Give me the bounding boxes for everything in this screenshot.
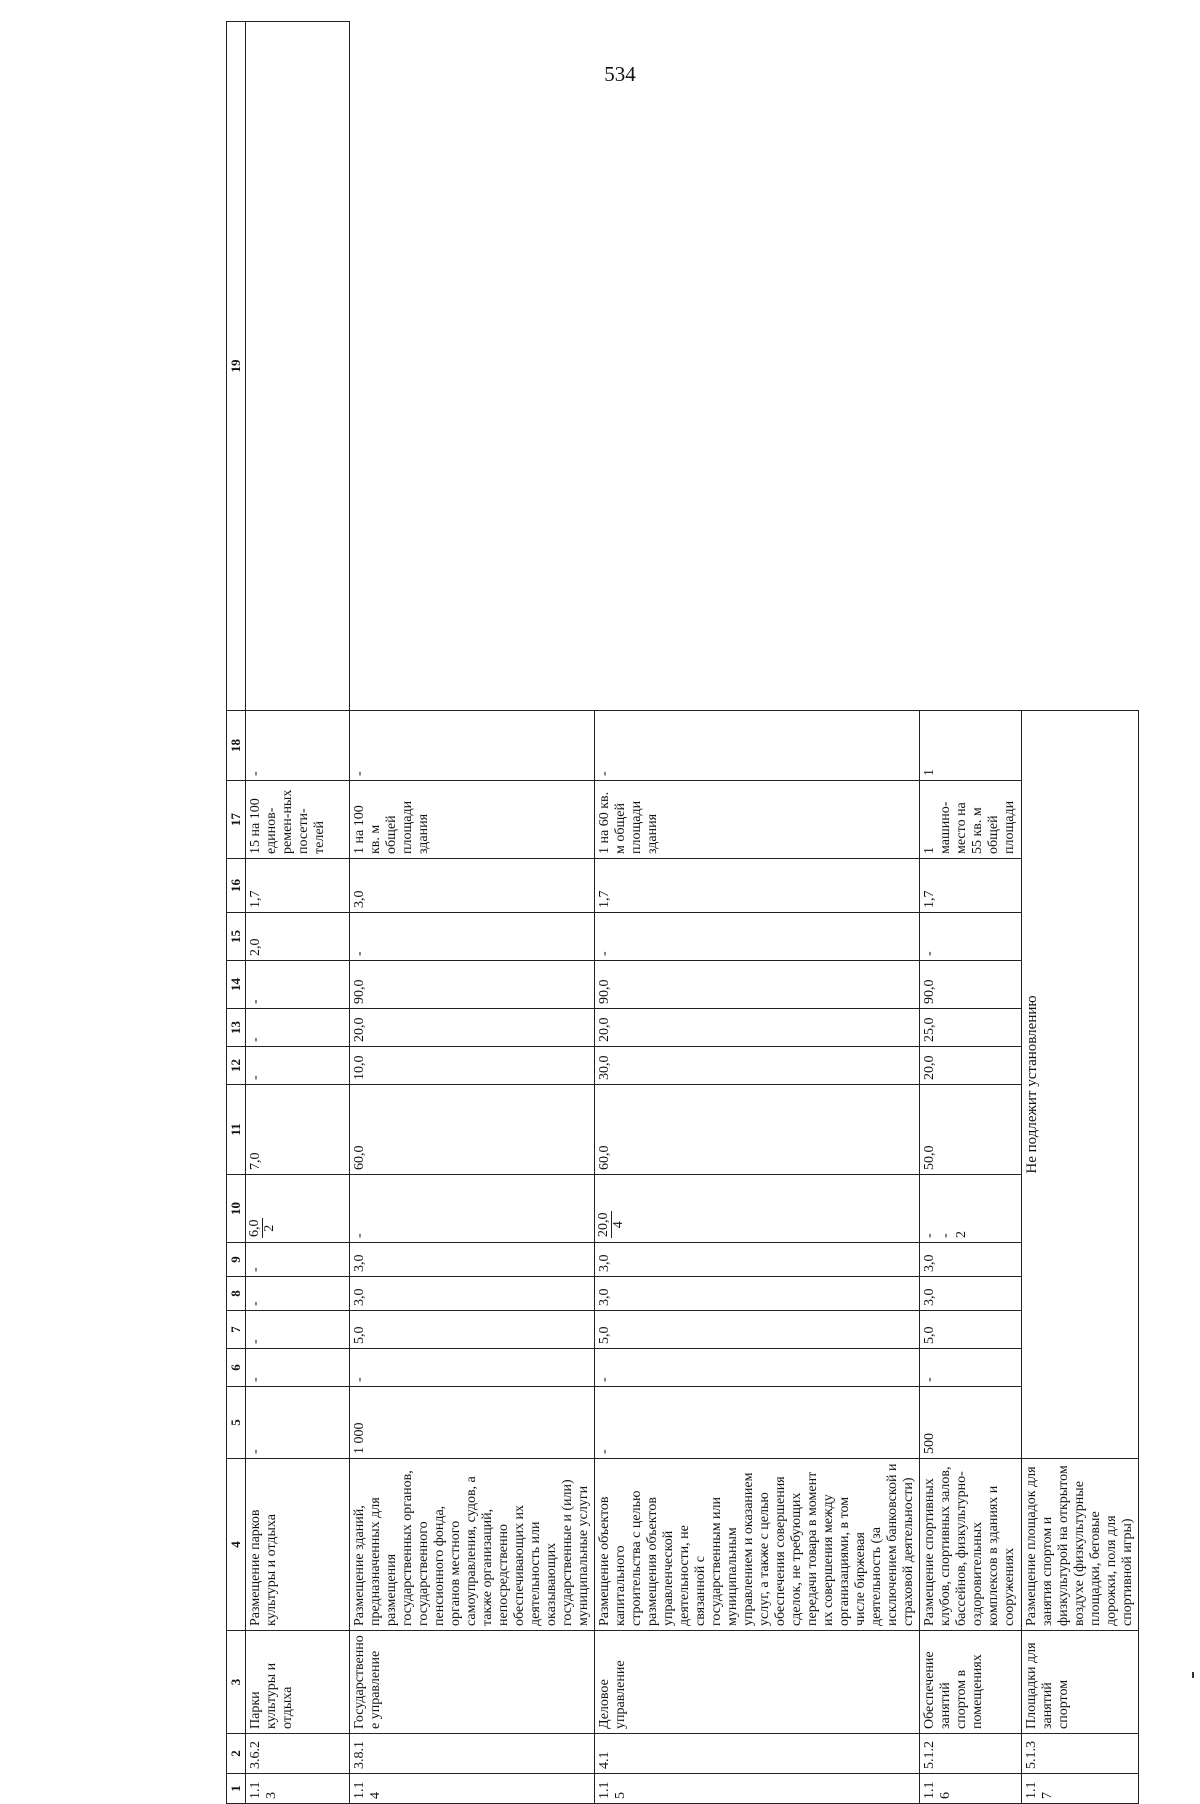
table-row	[246, 22, 350, 1804]
cell-empty	[595, 22, 920, 711]
cell-value: 3,0	[920, 1243, 1022, 1277]
cell-parking: 1 на 60 кв. м общей площади здания	[595, 781, 920, 859]
fraction-numerator: 6,0	[247, 1219, 262, 1237]
cell-value: 5,0	[350, 1311, 595, 1349]
col-header: 1	[227, 1774, 246, 1804]
stacked-line: -	[938, 1233, 953, 1238]
cell-value: -	[595, 1387, 920, 1459]
cell-value: -	[246, 1243, 350, 1277]
col-header: 9	[227, 1243, 246, 1277]
cell-empty	[920, 22, 1022, 711]
cell-number: 1.14	[350, 1774, 595, 1804]
cell-number: 1.15	[595, 1774, 920, 1804]
cell-value: 20,0	[920, 1047, 1022, 1085]
cell-value: -	[246, 1349, 350, 1387]
col-header: 7	[227, 1311, 246, 1349]
cell-value: -	[920, 913, 1022, 961]
cell-value: 1 000	[350, 1387, 595, 1459]
fraction-denominator: 4	[611, 1221, 626, 1229]
fraction-numerator: 20,0	[596, 1212, 611, 1237]
col-header: 18	[227, 711, 246, 781]
cell-value: 5,0	[595, 1311, 920, 1349]
cell-fraction	[246, 1175, 350, 1243]
scan-mark	[1192, 1672, 1194, 1678]
cell-number: 1.17	[1022, 1774, 1139, 1804]
cell-use-name: Обеспечение занятий спортом в помещениях	[920, 1631, 1022, 1734]
cell-not-applicable: Не подлежит установлению	[1022, 711, 1139, 1459]
stacked-line: машино-место на 55 кв. м общей площади	[938, 800, 1017, 854]
table-row	[1022, 22, 1139, 1804]
cell-use-name: Парки культуры и отдыха	[246, 1631, 350, 1734]
fraction	[597, 1212, 626, 1239]
table-row	[920, 22, 1022, 1804]
cell-value: 3,0	[350, 859, 595, 913]
cell-use-name: Государственное управление	[350, 1631, 595, 1734]
cell-value: -	[920, 1349, 1022, 1387]
cell-value: 1,7	[920, 859, 1022, 913]
cell-value: 20,0	[350, 1009, 595, 1047]
cell-value: -	[246, 1009, 350, 1047]
fraction	[248, 1219, 277, 1239]
col-header: 11	[227, 1085, 246, 1175]
cell-value: 3,0	[350, 1277, 595, 1311]
cell-code: 5.1.2	[920, 1734, 1022, 1774]
cell-value: 1	[920, 711, 1022, 781]
col-header: 19	[227, 22, 246, 711]
cell-stacked	[920, 1175, 1022, 1243]
cell-number: 1.13	[246, 1774, 350, 1804]
table-row	[595, 22, 920, 1804]
col-header: 3	[227, 1631, 246, 1734]
cell-value: 90,0	[920, 961, 1022, 1009]
cell-value: 1,7	[595, 859, 920, 913]
cell-value: 3,0	[350, 1243, 595, 1277]
cell-value: -	[595, 711, 920, 781]
col-header: 17	[227, 781, 246, 859]
cell-value: -	[246, 1277, 350, 1311]
cell-use-name: Площадки для занятий спортом	[1022, 1631, 1139, 1734]
cell-value: 3,0	[595, 1243, 920, 1277]
header-row	[227, 22, 246, 1804]
col-header: 4	[227, 1459, 246, 1631]
stacked-line: 1	[922, 847, 937, 854]
cell-parking: 1 на 100 кв. м общей площади здания	[350, 781, 595, 859]
cell-parking: 15 на 100 единов-ремен-ных посети-телей	[246, 781, 350, 859]
regulation-table-wrapper	[226, 142, 1135, 1804]
col-header: 15	[227, 913, 246, 961]
col-header: 8	[227, 1277, 246, 1311]
cell-number: 1.16	[920, 1774, 1022, 1804]
cell-value: 25,0	[920, 1009, 1022, 1047]
cell-value: -	[246, 961, 350, 1009]
col-header: 12	[227, 1047, 246, 1085]
col-header: 6	[227, 1349, 246, 1387]
cell-use-name: Деловое управление	[595, 1631, 920, 1734]
cell-value: 500	[920, 1387, 1022, 1459]
cell-parking	[920, 781, 1022, 859]
cell-empty	[246, 22, 350, 711]
cell-code: 3.8.1	[350, 1734, 595, 1774]
cell-value: -	[246, 1311, 350, 1349]
cell-code: 5.1.3	[1022, 1734, 1139, 1774]
cell-value: -	[246, 711, 350, 781]
cell-value: 10,0	[350, 1047, 595, 1085]
col-header: 16	[227, 859, 246, 913]
cell-value: -	[350, 1349, 595, 1387]
stacked-line: -	[922, 1233, 937, 1238]
regulation-table	[226, 21, 1139, 1804]
cell-value: 30,0	[595, 1047, 920, 1085]
cell-value: -	[595, 1349, 920, 1387]
cell-use-description: Размещение зданий, предназначенных для размещения государственных органов, государственного пенсионного фонда, органов местного самоуправления, судов, а также организаций, непосредственно обеспечивающих их деятельность или оказывающих государственные и (или) муниципальные услуги	[350, 1459, 595, 1631]
cell-code: 4.1	[595, 1734, 920, 1774]
cell-value: -	[350, 913, 595, 961]
col-header: 10	[227, 1175, 246, 1243]
cell-value: 5,0	[920, 1311, 1022, 1349]
cell-value: 90,0	[595, 961, 920, 1009]
col-header: 14	[227, 961, 246, 1009]
col-header: 2	[227, 1734, 246, 1774]
cell-value: 2,0	[246, 913, 350, 961]
cell-fraction	[595, 1175, 920, 1243]
cell-empty	[1022, 22, 1139, 711]
cell-value: -	[350, 711, 595, 781]
cell-value: 1,7	[246, 859, 350, 913]
cell-use-description: Размещение площадок для занятия спортом и физкультурой на открытом воздухе (физкультурные площадки, беговые дорожки, поля для спортивной игры)	[1022, 1459, 1139, 1631]
cell-value: 20,0	[595, 1009, 920, 1047]
col-header: 13	[227, 1009, 246, 1047]
cell-code: 3.6.2	[246, 1734, 350, 1774]
table-row	[350, 22, 595, 1804]
cell-value: 3,0	[920, 1277, 1022, 1311]
stacked-line: 2	[954, 1231, 969, 1238]
cell-value: 50,0	[920, 1085, 1022, 1175]
cell-value: 3,0	[595, 1277, 920, 1311]
cell-value: -	[246, 1387, 350, 1459]
cell-value: -	[595, 913, 920, 961]
cell-value: 90,0	[350, 961, 595, 1009]
page-number: 534	[604, 62, 636, 86]
fraction-denominator: 2	[262, 1224, 277, 1232]
cell-use-description: Размещение парков культуры и отдыха	[246, 1459, 350, 1631]
cell-value: -	[246, 1047, 350, 1085]
cell-value: 7,0	[246, 1085, 350, 1175]
cell-value: 60,0	[350, 1085, 595, 1175]
cell-empty	[350, 22, 595, 711]
cell-value: -	[350, 1175, 595, 1243]
cell-value: 60,0	[595, 1085, 920, 1175]
col-header: 5	[227, 1387, 246, 1459]
cell-use-description: Размещение объектов капитального строительства с целью размещения объектов управленческой деятельности, не связанной с государственным или муниципальным управлением и оказанием услуг, а также с целью обеспечения совершения сделок, не требующих передачи товара в момент их совершения между организациями, в том числе биржевая деятельность (за исключением банковской и страховой деятельности)	[595, 1459, 920, 1631]
cell-use-description: Размещение спортивных клубов, спортивных залов, бассейнов, физкультурно-оздоровительных комплексов в зданиях и сооружениях	[920, 1459, 1022, 1631]
